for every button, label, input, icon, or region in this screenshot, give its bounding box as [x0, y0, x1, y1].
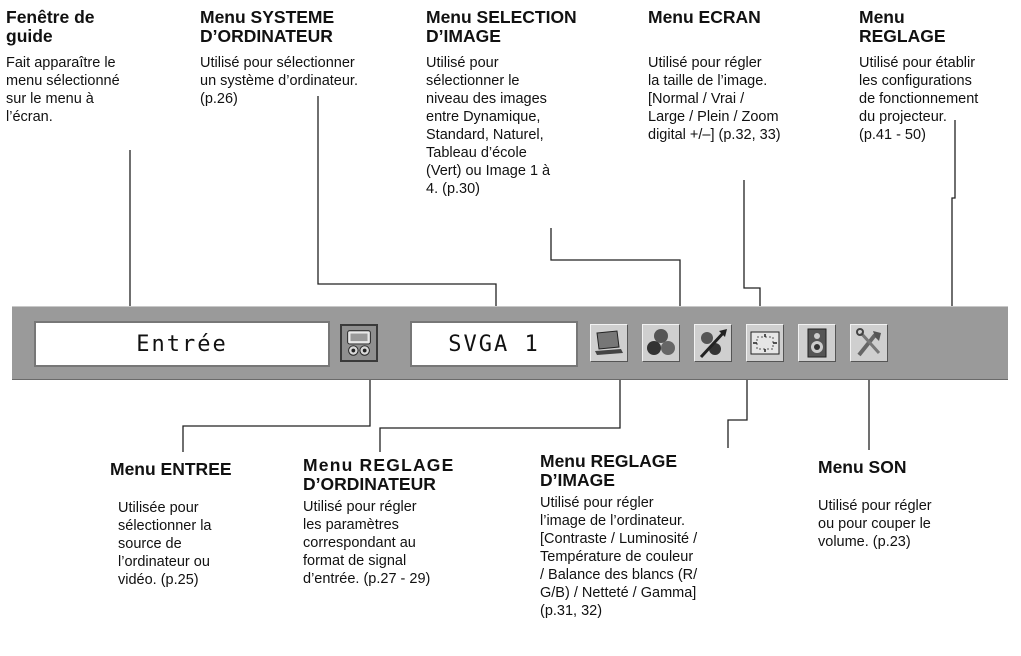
computer-adjust-menu-annotation [303, 456, 533, 588]
annotation-title: Menu SYSTEME D’ORDINATEUR [200, 7, 335, 46]
image-select-menu-annotation [426, 8, 626, 198]
annotation-title: Menu REGLAGE D’IMAGE [540, 451, 678, 490]
annotation-title: Menu REGLAGE [859, 7, 946, 46]
annotation-body: Utilisé pour régler les paramètres correspondant au format de signal d’entrée. (p.27 - 29) [303, 499, 431, 587]
screen-menu-annotation [648, 8, 838, 144]
input-menu-annotation [110, 460, 290, 589]
input-icon[interactable] [340, 324, 378, 362]
setting-menu-annotation [859, 8, 1019, 144]
image-adjust-menu-annotation [540, 452, 780, 620]
sound-icon[interactable] [798, 324, 836, 362]
annotation-body: Utilisée pour sélectionner la source de l’ordinateur ou vidéo. (p.25) [118, 500, 212, 588]
computer-adjust-icon[interactable] [590, 324, 628, 362]
leader-line [183, 380, 370, 452]
annotation-body: Utilisé pour régler ou pour couper le volume. (p.23) [818, 498, 932, 550]
menu-bar [12, 306, 1008, 380]
annotation-body: Utilisé pour sélectionner le niveau des images entre Dynamique, Standard, Naturel, Tableau d’école (Vert) ou Image 1 à 4. (p.30) [426, 55, 551, 197]
leader-line [728, 380, 747, 448]
setting-icon[interactable] [850, 324, 888, 362]
annotation-title: Fenêtre de guide [6, 7, 95, 46]
annotation-title: Menu ENTREE [110, 459, 232, 479]
annotation-body: Fait apparaître le menu sélectionné sur le menu à l’écran. [6, 55, 120, 125]
screen-icon[interactable] [746, 324, 784, 362]
annotation-body: Utilisé pour établir les configurations de fonctionnement du projecteur. (p.41 - 50) [859, 55, 979, 143]
annotation-body: Utilisé pour régler l’image de l’ordinateur. [Contraste / Luminosité / Température de couleur / Balance des blancs (R/ G/B) / Netteté / Gamma] (p.31, 32) [540, 495, 698, 619]
annotation-body: Utilisé pour régler la taille de l’image. [Normal / Vrai / Large / Plein / Zoom digital +/–] (p.32, 33) [648, 55, 781, 143]
annotation-body: Utilisé pour sélectionner un système d’ordinateur. (p.26) [200, 55, 358, 107]
guide-window: Entrée [34, 321, 330, 367]
leader-line [551, 228, 680, 306]
annotation-title: Menu SELECTION D’IMAGE [426, 7, 577, 46]
image-adjust-icon[interactable] [694, 324, 732, 362]
annotation-title: Menu SON [818, 457, 907, 477]
image-select-icon[interactable] [642, 324, 680, 362]
leader-line [744, 180, 760, 306]
sound-menu-annotation [818, 458, 1008, 551]
guide-window-annotation [6, 8, 176, 126]
leader-line [952, 120, 955, 306]
annotation-title: Menu REGLAGE D’ORDINATEUR [303, 455, 455, 494]
system-window: SVGA 1 [410, 321, 578, 367]
system-menu-annotation [200, 8, 410, 108]
leader-line [380, 380, 620, 452]
annotation-title: Menu ECRAN [648, 7, 761, 27]
